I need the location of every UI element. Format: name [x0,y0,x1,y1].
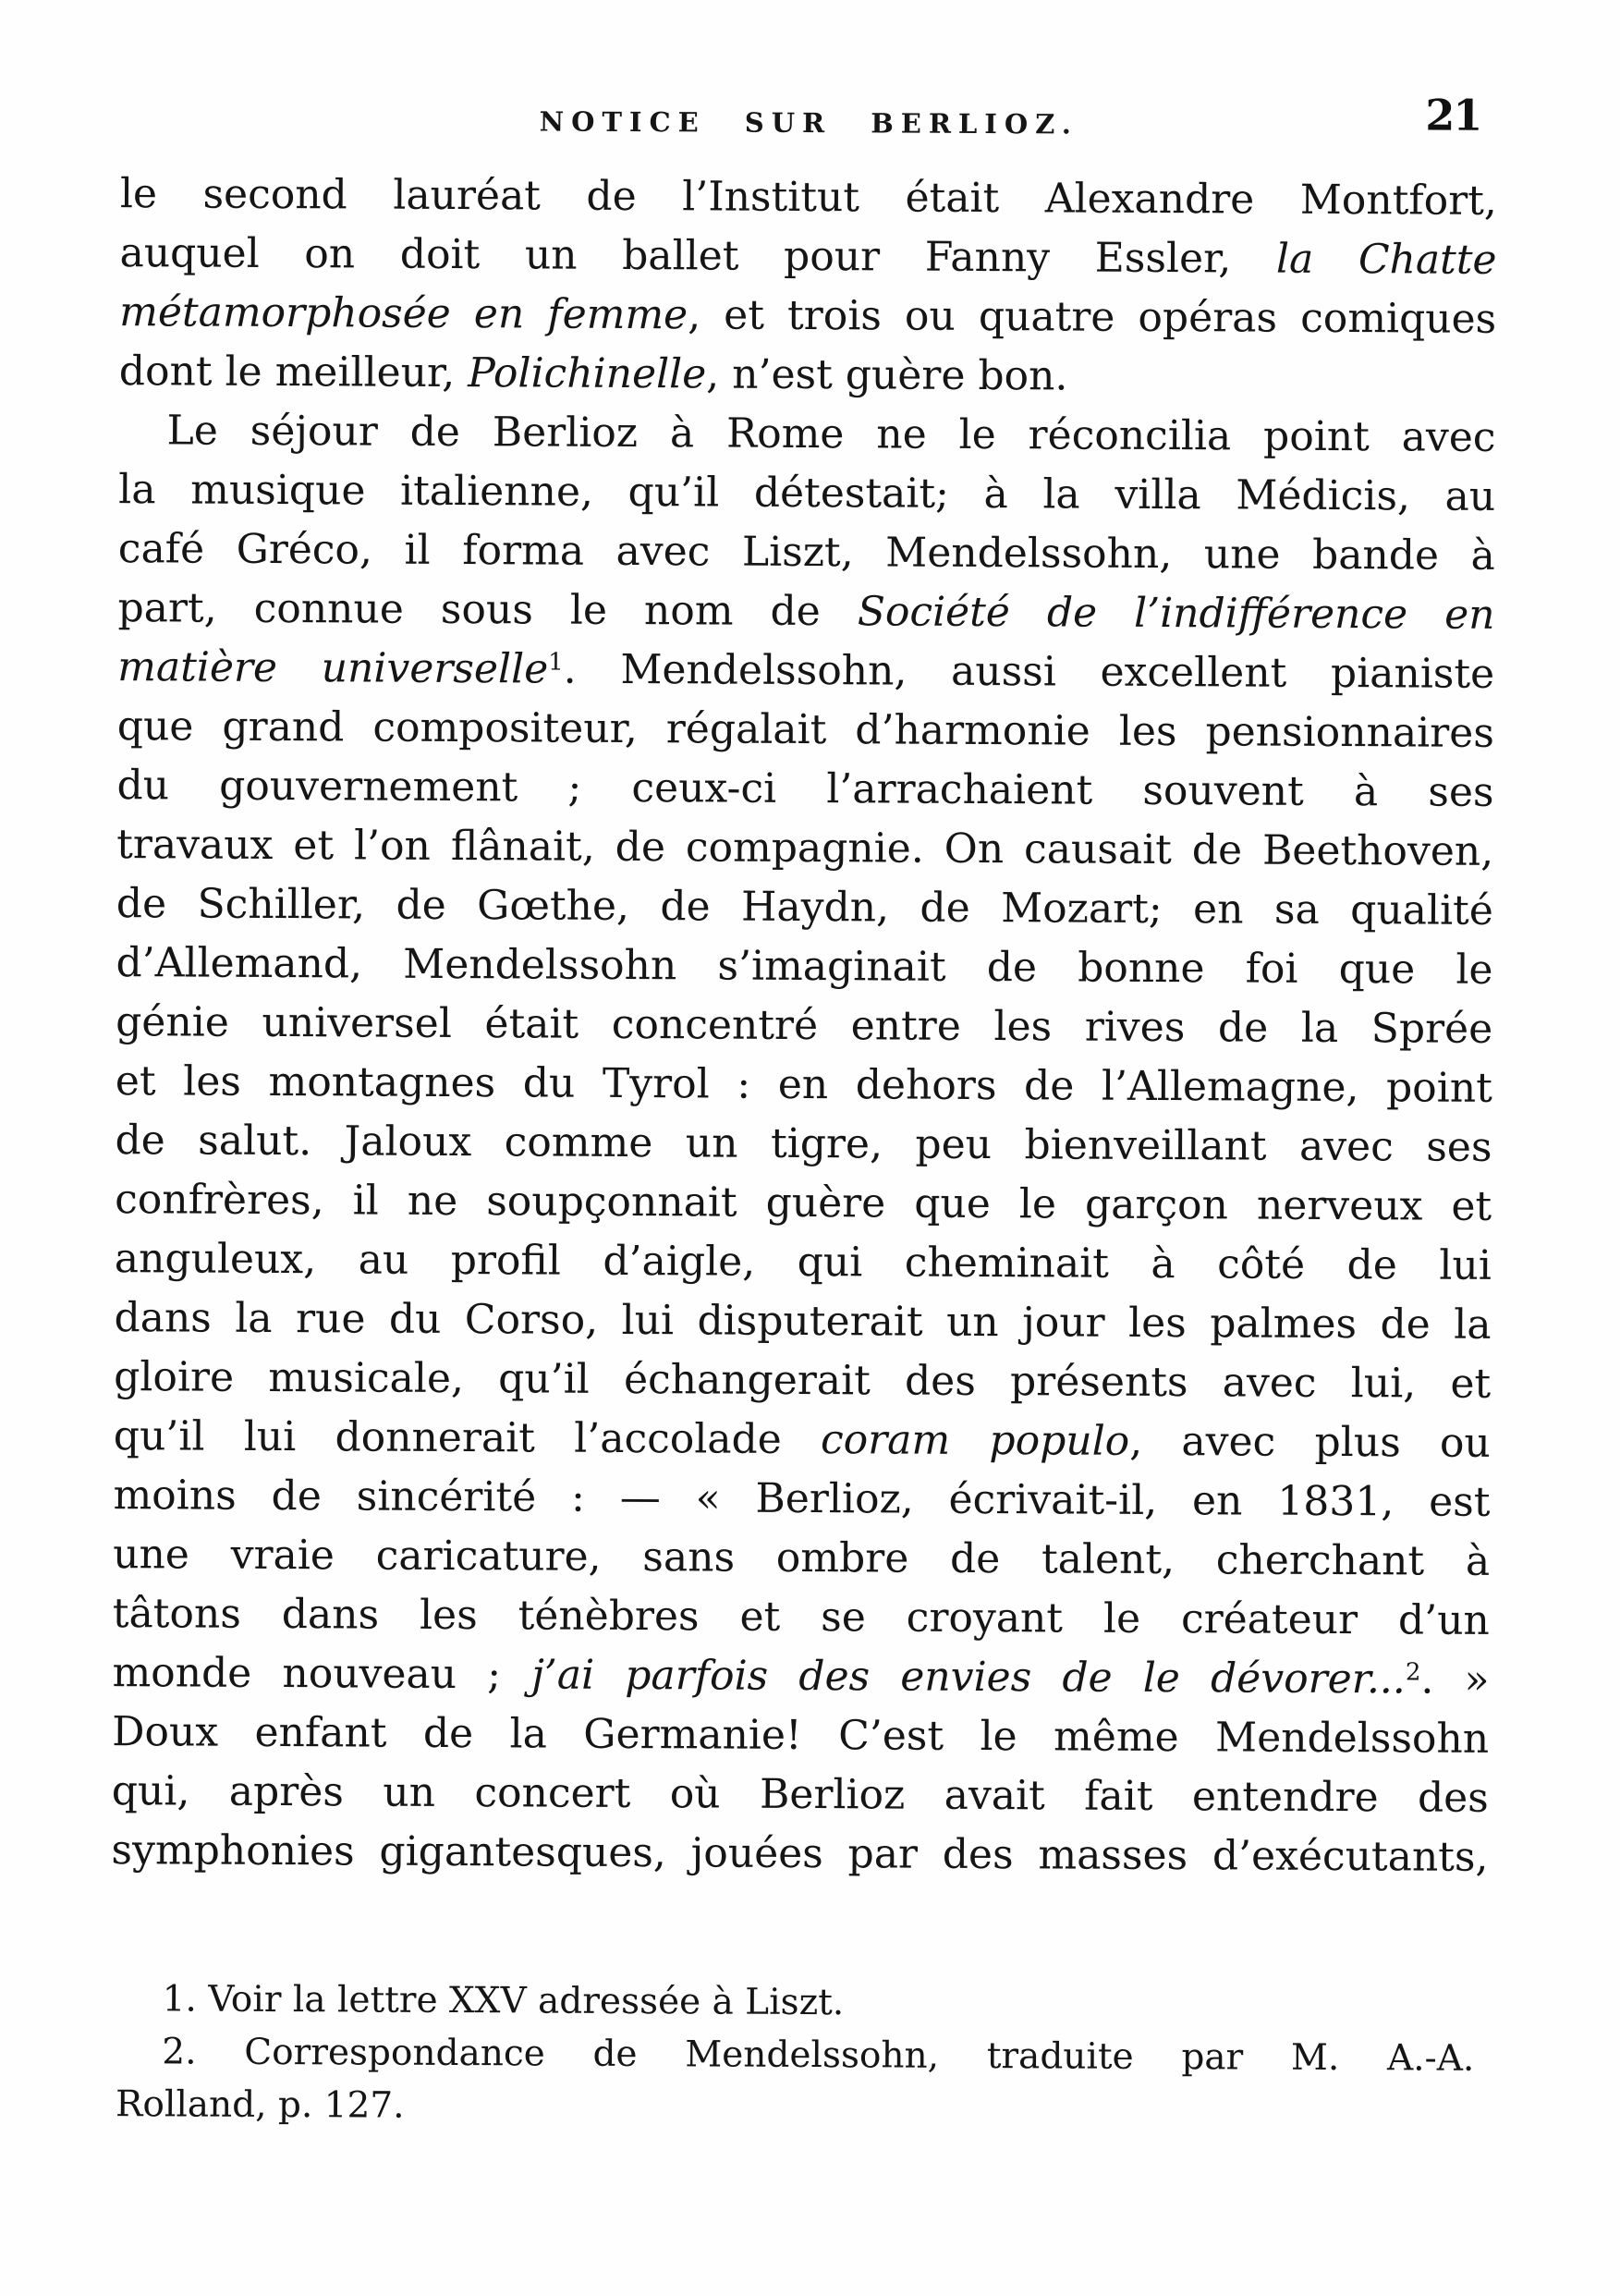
text-run: de salut. Jaloux comme un tigre, peu bienveillant avec ses [115,1117,1492,1171]
italic-run: coram populo [820,1416,1130,1465]
text-run: Rolland, p. 127. [115,2083,405,2127]
text-run: qu’il lui donnerait l’accolade [113,1412,822,1464]
text-line [116,756,1493,823]
body-text [111,165,1497,1887]
text-line [120,165,1497,231]
text-run: moins de sincérité : — « Berlioz, écrivait-il, en 1831, est [113,1472,1491,1526]
text-run: . Mendelssohn, aussi excellent pianiste [563,645,1495,698]
text-run: qui, après un concert où Berlioz avait fait entendre des [111,1767,1489,1822]
text-run: , avec plus ou [1129,1417,1491,1467]
text-run: , et trois ou quatre opéras comiques [688,291,1497,343]
text-run: Le séjour de Berlioz à Rome ne le réconcilia point avec [166,407,1496,461]
text-run: confrères, il ne soupçonnait guère que le garçon nerveux et [115,1176,1492,1230]
text-line [112,1703,1489,1769]
running-head-title: NOTICE SUR BERLIOZ. [539,105,1079,140]
text-line [112,1762,1489,1828]
text-run: 1. Voir la lettre XXV adressée à Liszt. [162,1978,845,2024]
text-line [116,2078,1474,2138]
text-run: le second lauréat de l’Institut était Alexandre Montfort, [119,170,1498,225]
text-line [118,519,1495,586]
text-run: monde nouveau ; [112,1649,532,1699]
text-line [113,1584,1490,1651]
text-line [116,874,1493,941]
text-run: de Schiller, de Gœthe, de Haydn, de Mozart; en sa qualité [116,880,1493,934]
text-run: dont le meilleur, [118,348,469,397]
text-run: café Gréco, il forma avec Liszt, Mendelssohn, une bande à [117,525,1495,580]
text-run: Doux enfant de la Germanie! C’est le même Mendelssohn [112,1708,1490,1763]
text-line [114,1348,1491,1414]
text-run: dans la rue du Corso, lui disputerait un jour les palmes de la [114,1294,1492,1349]
text-line [117,579,1494,645]
text-run: 2. Correspondance de Mendelssohn, traduite par M. A.-A. [162,2031,1475,2080]
footnote-marker: 1 [548,648,564,677]
text-run: symphonies gigantesques, jouées par des masses d’exécutants, [111,1826,1489,1881]
text-line [117,697,1494,763]
text-run: part, connue sous le nom de [117,584,858,636]
text-line [114,1407,1491,1473]
text-line [116,934,1492,1000]
text-run: d’Allemand, Mendelssohn s’imaginait de bonne foi que le [116,939,1493,994]
text-line [117,638,1494,704]
text-run: anguleux, au profil d’aigle, qui cheminait à côté de lui [114,1235,1492,1289]
text-line [111,1821,1488,1887]
text-run: génie universel était concentré entre les rives de la Sprée [116,998,1493,1053]
text-line [118,460,1495,527]
text-line [112,1643,1489,1710]
text-line [116,2025,1474,2085]
text-line [116,1972,1475,2033]
footnote-marker: 2 [1405,1658,1421,1687]
text-run: , n’est guère bon. [706,350,1068,400]
footnotes [116,1972,1475,2138]
text-run: la musique italienne, qu’il détestait; à la villa Médicis, au [118,466,1496,520]
text-run: tâtons dans les ténèbres et se croyant le créateur d’un [112,1590,1490,1644]
page-content [109,0,1498,2296]
page-number: 21 [1425,90,1481,140]
text-run: une vraie caricature, sans ombre de talent, cherchant à [113,1531,1491,1585]
text-line [115,1111,1492,1178]
text-line [119,224,1496,290]
text-run: que grand compositeur, régalait d’harmonie les pensionnaires [116,702,1494,757]
text-line [113,1466,1490,1533]
text-run: auquel on doit un ballet pour Fanny Essler, [119,229,1277,283]
text-line [119,342,1496,409]
text-run: du gouvernement ; ceux-ci l’arrachaient souvent à ses [116,762,1494,816]
italic-run: la Chatte [1275,235,1497,284]
text-line [118,401,1495,468]
text-line [116,1052,1492,1118]
text-line [113,1525,1490,1592]
text-line [116,993,1492,1059]
text-run: gloire musicale, qu’il échangerait des présents avec lui, et [114,1353,1492,1408]
text-line [116,815,1493,882]
italic-run: Polichinelle [468,349,707,398]
italic-run: matière universelle [117,643,549,693]
italic-run: métamorphosée en femme [119,288,688,339]
italic-run: j’ai parfois des envies de le dévorer... [531,1651,1407,1704]
italic-run: Société de l’indifférence en [857,588,1495,639]
text-line [115,1229,1492,1296]
text-run: travaux et l’on flânait, de compagnie. On causait de Beethoven, [116,821,1494,875]
text-line [115,1170,1492,1237]
text-run: et les montagnes du Tyrol : en dehors de l’Allemagne, point [115,1057,1492,1112]
text-run: . » [1420,1655,1490,1704]
text-line [119,283,1496,349]
text-line [114,1288,1491,1355]
